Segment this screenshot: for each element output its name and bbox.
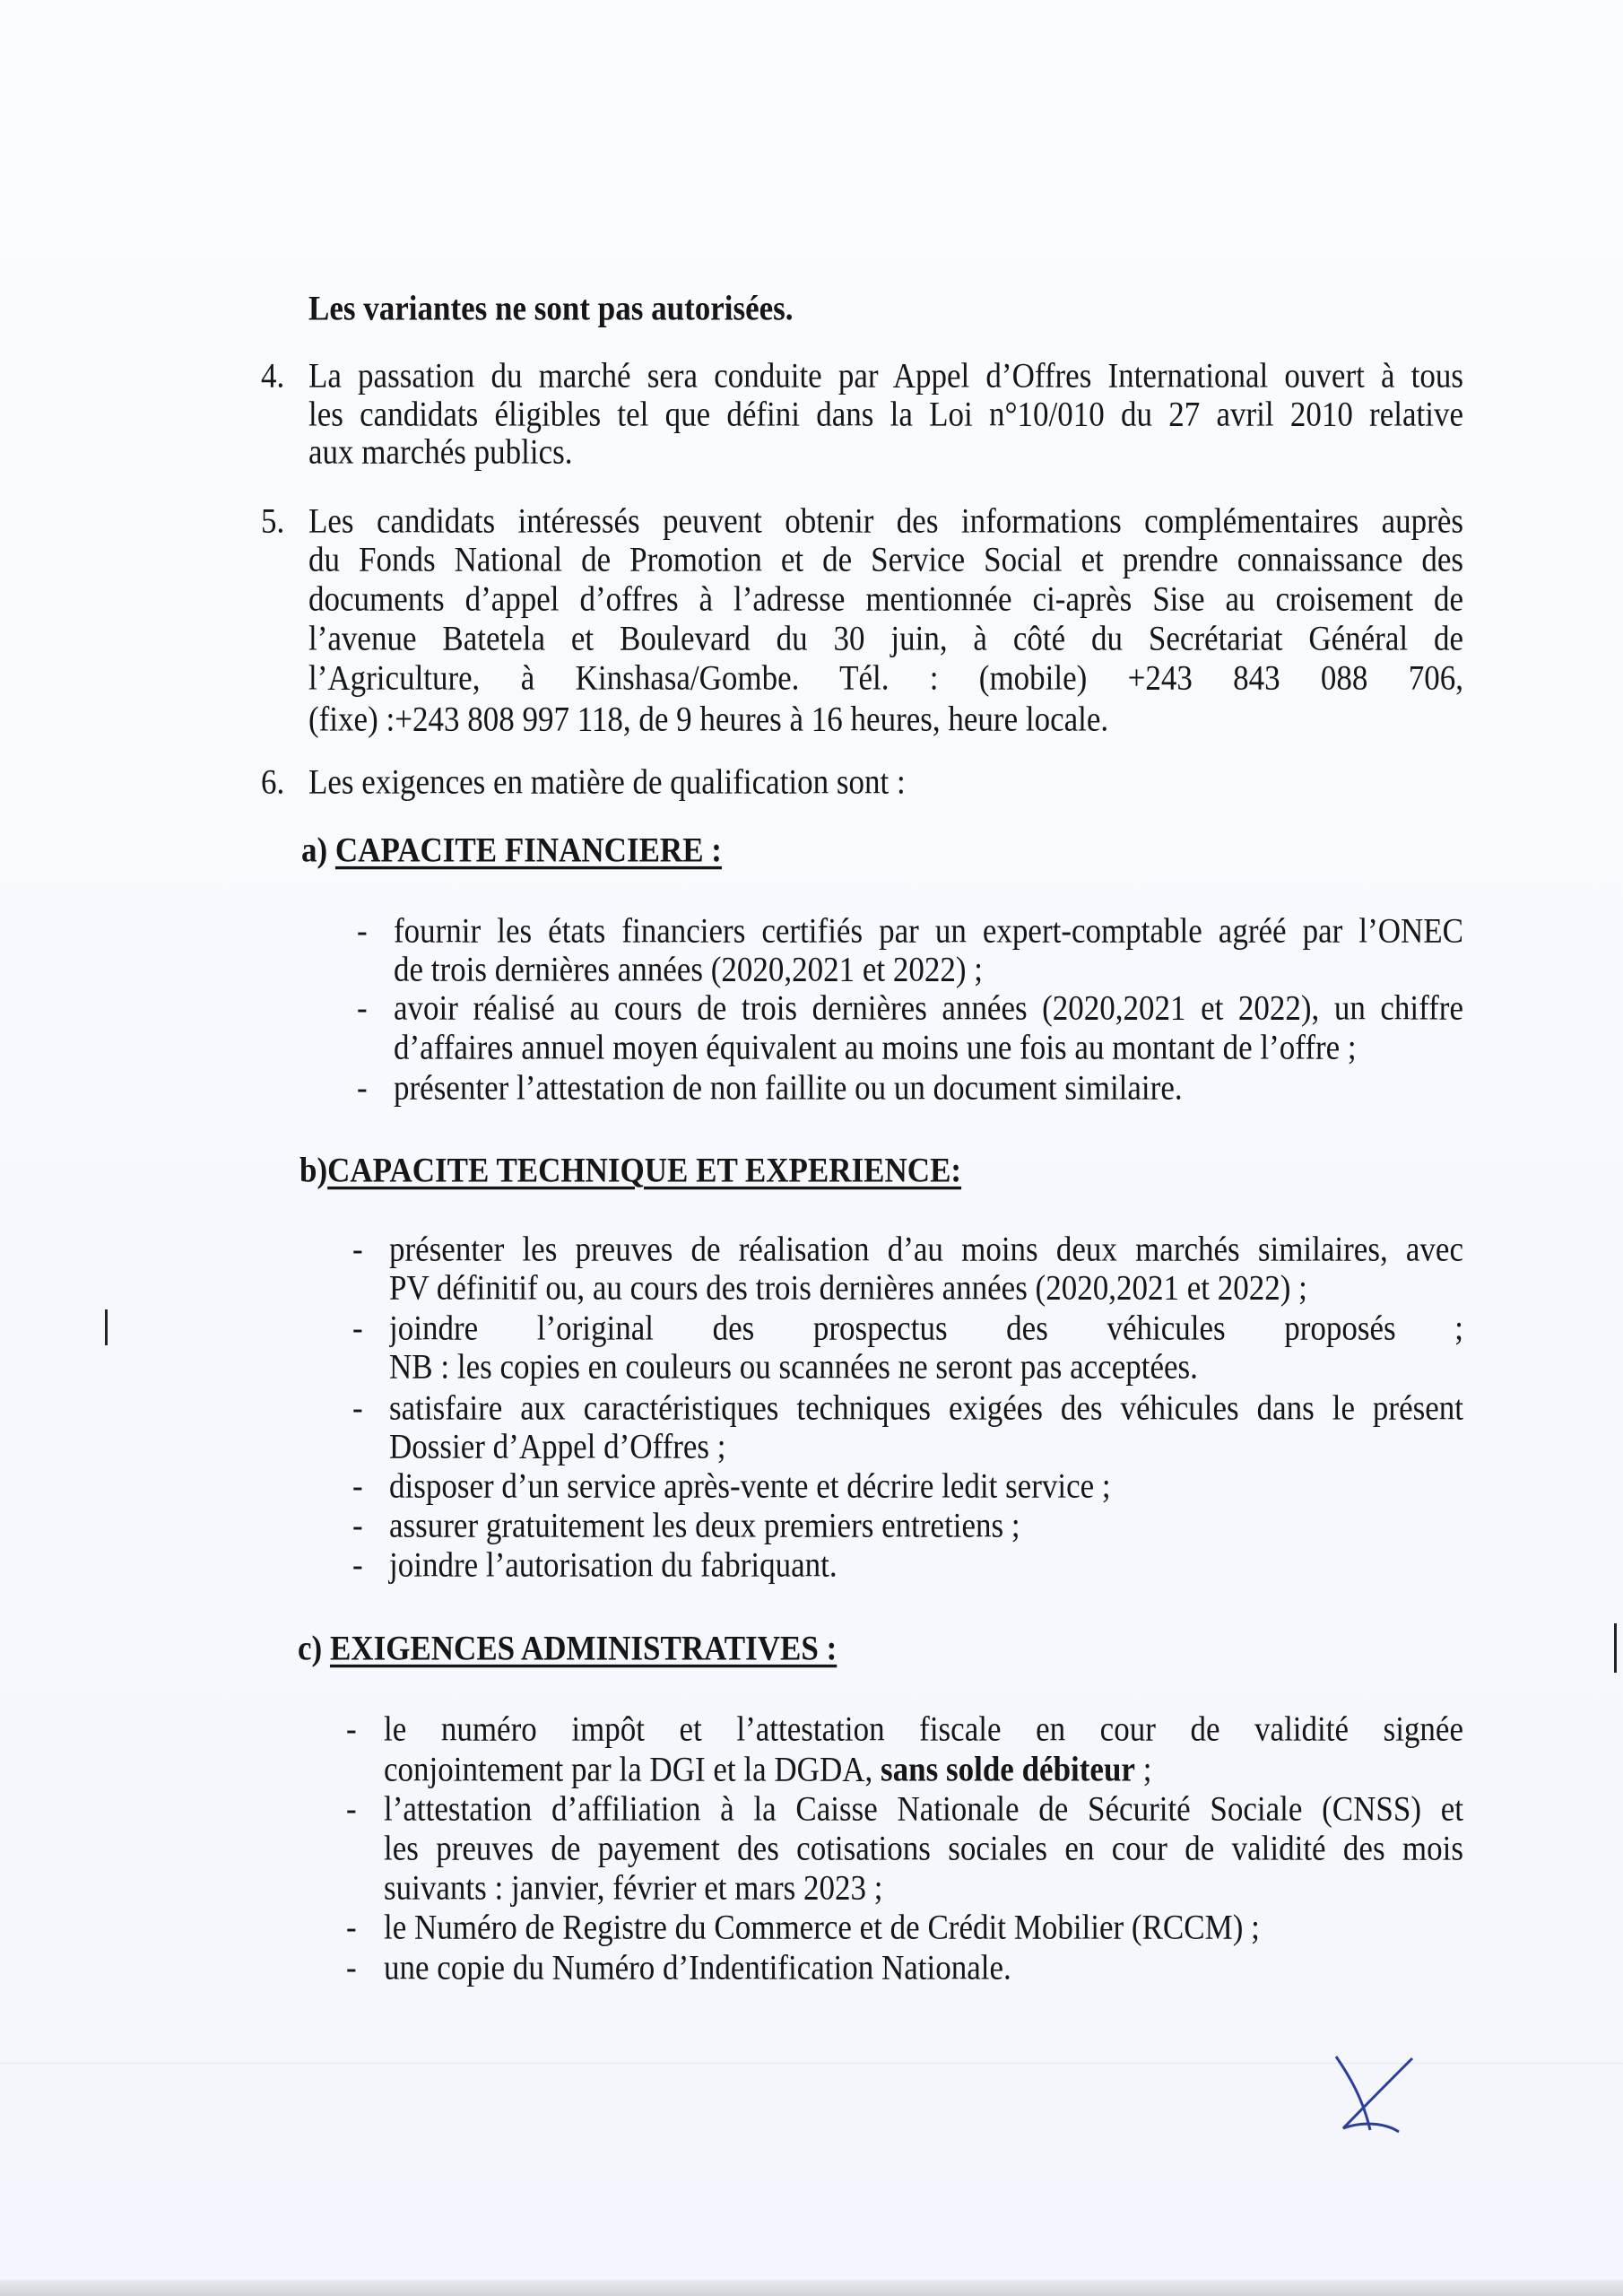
paragraph-line: La passation du marché sera conduite par Appel d’Offres International ouvert à tous [308, 355, 1463, 396]
scan-bottom-edge [0, 2280, 1623, 2296]
bullet-dash: - [352, 1544, 363, 1585]
bullet-line: le Numéro de Registre du Commerce et de Crédit Mobilier (RCCM) ; [384, 1907, 1260, 1947]
bullet-line: une copie du Numéro d’Indentification Nationale. [384, 1947, 1011, 1987]
initials-signature [1327, 2049, 1426, 2139]
item-number: 4. [261, 355, 285, 396]
bullet-line: l’attestation d’affiliation à la Caisse Nationale de Sécurité Sociale (CNSS) et [384, 1788, 1463, 1829]
section-label: c) [298, 1628, 330, 1668]
section-title: CAPACITE FINANCIERE : [334, 830, 722, 870]
bullet-line: fournir les états financiers certifiés par un expert-comptable agréé par l’ONEC [394, 910, 1463, 951]
section-label: b) [299, 1150, 328, 1190]
bullet-dash: - [352, 1308, 363, 1348]
item-number: 6. [261, 761, 285, 802]
paragraph-line: Les exigences en matière de qualification sont : [308, 761, 906, 802]
bullet-dash: - [357, 910, 368, 951]
intro-statement: Les variantes ne sont pas autorisées. [308, 288, 794, 328]
paragraph-line: aux marchés publics. [308, 431, 573, 472]
paragraph-line: (fixe) :+243 808 997 118, de 9 heures à 16 heures, heure locale. [308, 699, 1109, 739]
bullet-line: présenter les preuves de réalisation d’au moins deux marchés similaires, avec [389, 1229, 1463, 1269]
bullet-dash: - [346, 1947, 357, 1987]
text-run: ; [1134, 1749, 1152, 1789]
bullet-line: satisfaire aux caractéristiques techniques exigées des véhicules dans le présent [389, 1387, 1463, 1428]
text-run: conjointement par la DGI et la DGDA, [384, 1749, 881, 1789]
bullet-dash: - [346, 1788, 357, 1829]
bullet-line [384, 1747, 1151, 1791]
paragraph-line: Les candidats intéressés peuvent obtenir des informations complémentaires auprès [308, 500, 1463, 541]
section-heading [298, 1626, 837, 1670]
bullet-dash: - [357, 1067, 368, 1108]
bullet-dash: - [352, 1229, 363, 1269]
bullet-line: assurer gratuitement les deux premiers entretiens ; [389, 1505, 1020, 1545]
bullet-line: suivants : janvier, février et mars 2023 ; [384, 1867, 883, 1908]
scan-mark-left [105, 1309, 108, 1345]
bullet-dash: - [352, 1387, 363, 1428]
bold-emphasis: sans solde débiteur [881, 1749, 1135, 1789]
bullet-line: les preuves de payement des cotisations sociales en cour de validité des mois [384, 1828, 1463, 1868]
paragraph-line: l’Agriculture, à Kinshasa/Gombe. Tél. : (mobile) +243 843 088 706, [308, 657, 1463, 698]
bullet-line: présenter l’attestation de non faillite ou un document similaire. [394, 1067, 1183, 1108]
section-title: EXIGENCES ADMINISTRATIVES : [329, 1628, 838, 1668]
section-label: a) [301, 830, 335, 870]
bullet-line: joindre l’original des prospectus des véhicules proposés ; [389, 1308, 1463, 1348]
bullet-line: de trois dernières années (2020,2021 et 2022) ; [394, 949, 984, 989]
bullet-line: le numéro impôt et l’attestation fiscale en cour de validité signée [384, 1709, 1463, 1749]
bullet-line: avoir réalisé au cours de trois dernières années (2020,2021 et 2022), un chiffre [394, 987, 1463, 1028]
section-title: CAPACITE TECHNIQUE ET EXPERIENCE: [327, 1150, 962, 1190]
bullet-line: disposer d’un service après-vente et décrire ledit service ; [389, 1465, 1111, 1506]
paragraph-line: documents d’appel d’offres à l’adresse mentionnée ci-après Sise au croisement de [308, 578, 1463, 619]
bullet-dash: - [346, 1907, 357, 1947]
bullet-dash: - [357, 987, 368, 1028]
bullet-line: PV définitif ou, au cours des trois dernières années (2020,2021 et 2022) ; [389, 1267, 1307, 1308]
bullet-dash: - [346, 1709, 357, 1749]
section-heading [299, 1148, 961, 1192]
item-number: 5. [261, 500, 285, 541]
bullet-line: joindre l’autorisation du fabriquant. [389, 1544, 838, 1585]
paragraph-line: l’avenue Batetela et Boulevard du 30 juin, à côté du Secrétariat Général de [308, 618, 1463, 658]
paragraph-line: du Fonds National de Promotion et de Service Social et prendre connaissance des [308, 539, 1463, 579]
bullet-line: d’affaires annuel moyen équivalent au moins une fois au montant de l’offre ; [394, 1027, 1357, 1067]
section-heading [301, 828, 722, 872]
bullet-line: NB : les copies en couleurs ou scannées ne seront pas acceptées. [389, 1346, 1198, 1387]
bullet-dash: - [352, 1465, 363, 1506]
scan-mark-right [1614, 1623, 1617, 1673]
paragraph-line: les candidats éligibles tel que défini dans la Loi n°10/010 du 27 avril 2010 relative [308, 394, 1463, 434]
bullet-line: Dossier d’Appel d’Offres ; [389, 1426, 726, 1466]
bullet-dash: - [352, 1505, 363, 1545]
